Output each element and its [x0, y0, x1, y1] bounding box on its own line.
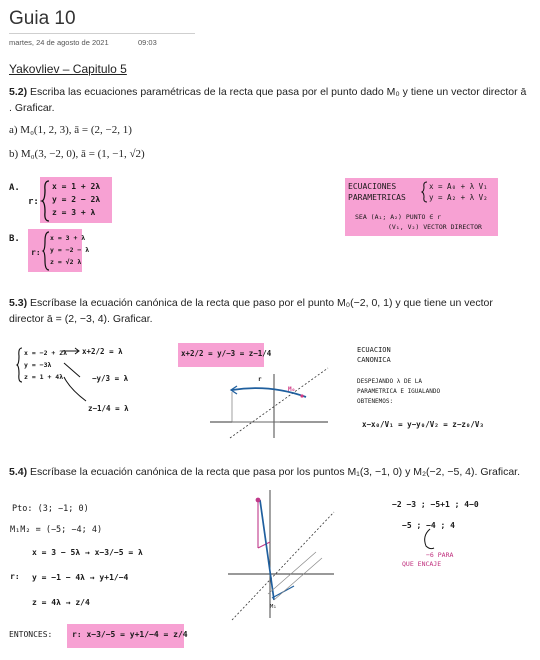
vector-line: (V₁, V₂) VECTOR DIRECTOR: [388, 223, 482, 231]
page-time: 09:03: [138, 38, 157, 47]
canon-title-line: CANONICA: [357, 356, 391, 364]
problem-number: 5.4): [9, 466, 28, 478]
eq-param-title: [348, 181, 406, 203]
graph-5-4: [228, 488, 338, 623]
p54-calc-2: −5 ; −4 ; 4: [402, 521, 455, 530]
eq-param-line: y = A₂ + λ V₂: [429, 193, 488, 202]
canon-title-line: ECUACION: [357, 346, 391, 354]
canon-desc-line: DESPEJANDO λ DE LA: [357, 378, 423, 385]
brace-eq-param: [422, 181, 428, 203]
canon-eq-5-3: x+2/2 = y/−3 = z−1/4: [181, 349, 272, 358]
page-title: Guia 10: [9, 8, 76, 29]
param-line: x = 3 + λ: [50, 234, 86, 242]
page-date: martes, 24 de agosto de 2021: [9, 38, 109, 47]
label-b-r: r:: [31, 248, 41, 257]
problem-text: Escríbase la ecuación canónica de la recta que paso por el punto M₀(−2, 0, 1) y que tiene un vector director ā = (2, −3, 4). Graficar.: [9, 297, 493, 325]
canon-desc-line: OBTENEMOS:: [357, 398, 394, 405]
sea-line: SEA (A₁; A₂) PUNTO ∈ r: [355, 213, 442, 221]
canon-description: [357, 377, 440, 407]
problem-5-3: [9, 295, 529, 327]
eq-param-lines: [429, 181, 488, 203]
p54-arrow: [420, 528, 438, 552]
label-a: A.: [9, 183, 20, 193]
label-a-r: r:: [28, 197, 39, 207]
param-line: x = 1 + 2λ: [52, 182, 101, 191]
problem-5-2-item-a: a) M₀(1, 2, 3), ā = (2, −2, 1): [9, 124, 132, 136]
final-equation: r: x−3/−5 = y+1/−4 = z/4: [72, 630, 188, 639]
graph-label-r: r: [258, 376, 262, 383]
canon-title: [357, 345, 391, 365]
problem-number: 5.2): [9, 86, 28, 98]
p54-note: [402, 551, 453, 569]
canon-step-z: z−1/4 = λ: [88, 404, 129, 413]
graph-5-3: [210, 370, 340, 440]
graph-label-m1: M₁: [270, 604, 277, 610]
note-line: −6 PARA: [426, 551, 454, 559]
param-line: y = −2 − λ: [50, 246, 90, 254]
problem-5-2: [9, 84, 529, 116]
param-eq-a: [52, 180, 100, 219]
graph-label-m0: M₀: [288, 386, 296, 393]
param-line: y = 2 − 2λ: [52, 195, 101, 204]
eq-param-line: x = A₀ + λ V₁: [429, 182, 488, 191]
param-line: z = 1 + 4λ: [24, 373, 64, 381]
p54-z: z = 4λ → z/4: [32, 598, 90, 607]
problem-number: 5.3): [9, 297, 28, 309]
problem-5-2-item-b: b) M₀(3, −2, 0), ā = (1, −1, √2): [9, 148, 145, 160]
problem-5-4: [9, 464, 529, 480]
eq-param-title-line: ECUACIONES: [348, 182, 397, 191]
p54-vector: M₁M₂ = (−5; −4; 4): [10, 525, 103, 535]
note-line: QUE ENCAJE: [402, 560, 442, 568]
eq-param-title-line: PARAMETRICAS: [348, 193, 406, 202]
entonces-label: ENTONCES:: [9, 630, 53, 639]
param-eq-b: [50, 232, 89, 268]
problem-text: Escriba las ecuaciones paramétricas de la recta que pasa por el punto dado M₀ y tiene un vector director ā . Graficar.: [9, 86, 527, 114]
p54-calc-1: −2 −3 ; −5+1 ; 4−0: [392, 500, 479, 509]
p54-point: Pto: (3; −1; 0): [12, 504, 89, 514]
param-line: z = 3 + λ: [52, 208, 96, 217]
title-divider: [9, 33, 195, 34]
canon-step-x: x+2/2 = λ: [82, 347, 123, 356]
section-title: Yakovliev – Capitulo 5: [9, 62, 127, 76]
p54-y: y = −1 − 4λ → y+1/−4: [32, 573, 129, 582]
label-b: B.: [9, 234, 20, 244]
param-line: z = √2 λ: [50, 258, 82, 266]
canon-desc-line: PARAMETRICA E IGUALANDO: [357, 388, 441, 395]
canon-formula: x−x₀/V₁ = y−y₀/V₂ = z−z₀/V₃: [362, 420, 484, 429]
canon-step-y: −y/3 = λ: [92, 374, 129, 383]
problem-text: Escríbase la ecuación canónica de la recta que pasa por los puntos M₁(3, −1, 0) y M₂(−2, −5, 4). Graficar.: [30, 466, 521, 478]
p54-r: r:: [10, 572, 20, 581]
param-line: y = −3λ: [24, 361, 52, 369]
p54-x: x = 3 − 5λ → x−3/−5 = λ: [32, 548, 143, 557]
brace-5-3: [17, 347, 23, 383]
brace-b: [43, 231, 50, 271]
param-line: x = −2 + 2λ: [24, 349, 68, 357]
brace-a: [42, 180, 50, 222]
